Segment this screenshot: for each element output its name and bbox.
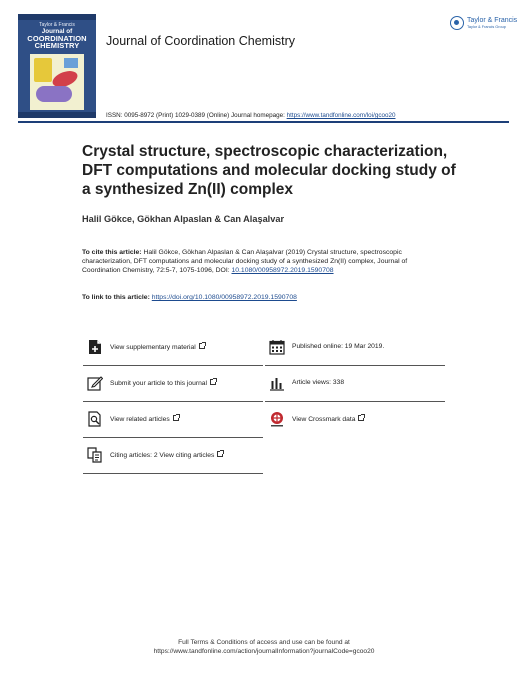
edit-icon — [87, 375, 103, 391]
cover-title-line1: Journal of — [41, 28, 73, 35]
citing-articles-link[interactable] — [83, 438, 263, 474]
cover-artwork — [30, 54, 84, 110]
journal-homepage-link[interactable]: https://www.tandfonline.com/loi/gcoo20 — [286, 112, 396, 119]
publisher-logo-icon — [450, 16, 464, 30]
link-label: To link to this article: — [82, 294, 152, 301]
crossmark-label: View Crossmark data — [292, 416, 356, 423]
calendar-icon — [269, 339, 285, 355]
external-link-icon — [217, 451, 223, 457]
issn-line — [106, 112, 395, 119]
external-link-icon — [173, 415, 179, 421]
plus-document-icon — [87, 339, 103, 355]
cover-title-line3: CHEMISTRY — [34, 41, 80, 50]
citing-articles-label: Citing articles: 2 View citing articles — [110, 452, 215, 459]
article-views-item — [265, 366, 445, 402]
article-title: Crystal structure, spectroscopic characterization, DFT computations and molecular docking study of a synthesized Zn(II) complex — [82, 143, 456, 198]
article-doi-link[interactable]: https://doi.org/10.1080/00958972.2019.1590708 — [151, 294, 297, 301]
published-date-item — [265, 330, 445, 366]
citing-icon — [87, 447, 103, 463]
citation-label: To cite this article: — [82, 249, 142, 256]
citation-doi-link[interactable]: 10.1080/00958972.2019.1590708 — [231, 267, 334, 274]
footer-terms-text: Full Terms & Conditions of access and use can be found at — [178, 639, 350, 646]
search-document-icon — [87, 411, 103, 427]
footer-terms-link[interactable]: https://www.tandfonline.com/action/journalInformation?journalCode=gcoo20 — [153, 648, 375, 655]
cover-title-line2: COORDINATION — [27, 34, 87, 43]
journal-cover-image — [18, 14, 96, 118]
submit-article-label: Submit your article to this journal — [110, 380, 208, 387]
header-divider — [18, 121, 509, 123]
published-date-label: Published online: 19 Mar 2019. — [292, 343, 385, 350]
related-articles-link[interactable] — [83, 402, 263, 438]
journal-name[interactable]: Journal of Coordination Chemistry — [106, 34, 295, 48]
bar-chart-icon — [269, 375, 285, 391]
external-link-icon — [199, 343, 205, 349]
supplementary-material-link[interactable] — [83, 330, 263, 366]
article-views-label: Article views: 338 — [292, 379, 345, 386]
publisher-logo[interactable] — [450, 16, 516, 32]
issn-text: ISSN: 0095-8972 (Print) 1029-0389 (Online) Journal homepage: — [106, 112, 287, 119]
crossmark-link[interactable] — [265, 402, 445, 438]
publisher-logo-sub: Taylor & Francis Group — [467, 25, 506, 29]
cover-publisher: Taylor & Francis — [39, 22, 75, 28]
submit-article-link[interactable] — [83, 366, 263, 402]
citation-block — [82, 248, 442, 275]
page-footer — [0, 638, 528, 656]
external-link-icon — [210, 379, 216, 385]
external-link-icon — [358, 415, 364, 421]
citation-text: Halil Gökce, Gökhan Alpaslan & Can Alaşalvar (2019) Crystal structure, spectroscopic characterization, DFT computations and molecular docking study of a synthesized Zn(II) complex, Journal of Coordination Chemistry, 72:5-7, 1075-1096, DOI: — [82, 249, 408, 274]
related-articles-label: View related articles — [110, 416, 170, 423]
supplementary-material-label: View supplementary material — [110, 344, 196, 351]
article-link-line — [82, 294, 297, 301]
crossmark-icon — [269, 411, 285, 427]
publisher-logo-name: Taylor & Francis — [467, 17, 518, 24]
article-authors: Halil Gökce, Gökhan Alpaslan & Can Alaşalvar — [82, 214, 285, 224]
